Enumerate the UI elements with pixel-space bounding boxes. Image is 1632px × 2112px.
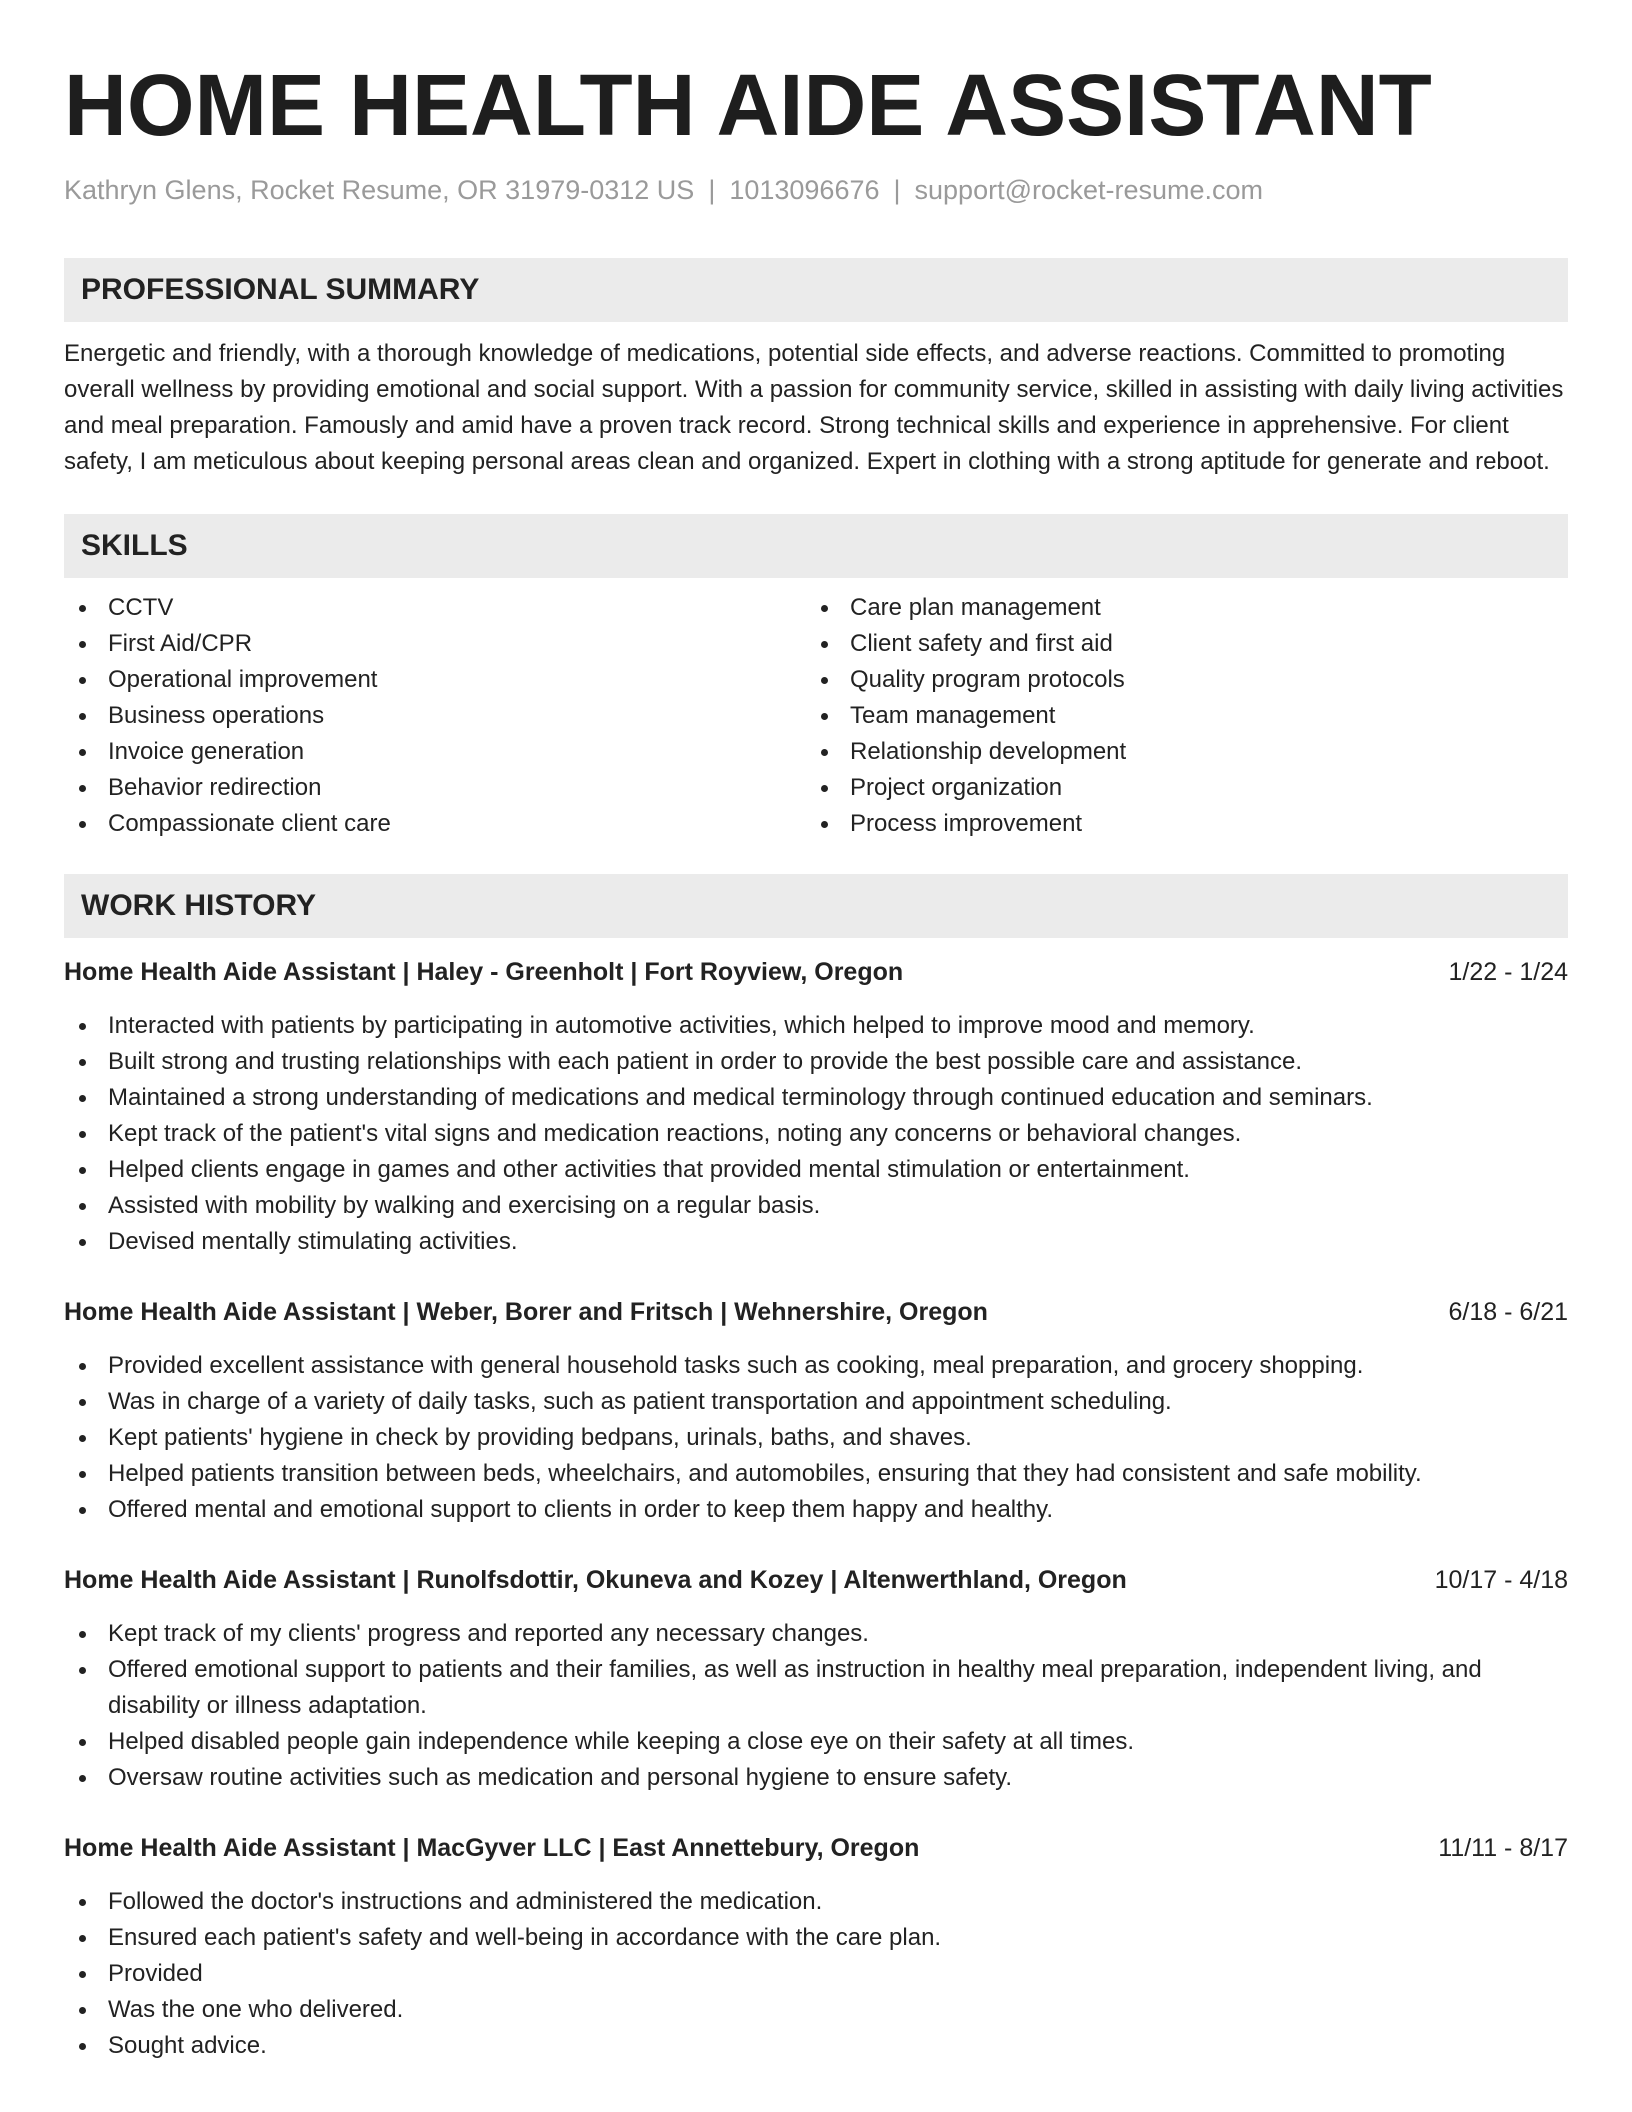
job-dates: 11/11 - 8/17	[1438, 1834, 1568, 1862]
job-bullet: Provided	[64, 1956, 1568, 1992]
job-bullet: Maintained a strong understanding of medications and medical terminology through continued education and seminars.	[64, 1080, 1568, 1116]
skill-item: Process improvement	[806, 806, 1548, 842]
job-title: Home Health Aide Assistant | MacGyver LLC | East Annettebury, Oregon	[64, 1834, 920, 1862]
skill-item: Compassionate client care	[64, 806, 806, 842]
job-dates: 10/17 - 4/18	[1434, 1566, 1568, 1594]
job-bullet: Kept patients' hygiene in check by providing bedpans, urinals, baths, and shaves.	[64, 1420, 1568, 1456]
job-bullet: Oversaw routine activities such as medication and personal hygiene to ensure safety.	[64, 1760, 1568, 1796]
contact-separator: |	[708, 175, 716, 205]
job-bullet: Assisted with mobility by walking and exercising on a regular basis.	[64, 1188, 1568, 1224]
job-bullet: Was in charge of a variety of daily tasks, such as patient transportation and appointment scheduling.	[64, 1384, 1568, 1420]
professional-summary-text: Energetic and friendly, with a thorough knowledge of medications, potential side effects, and adverse reactions. Committed to promoting overall wellness by providing emotional and social support. With a passion for community service, skilled in assisting with daily living activities and meal preparation. Famously and amid have a proven track record. Strong technical skills and experience in apprehensive. For client safety, I am meticulous about keeping personal areas clean and organized. Expert in clothing with a strong aptitude for generate and reboot.	[64, 340, 1564, 475]
job-bullets	[64, 1616, 1568, 1796]
skill-item: Behavior redirection	[64, 770, 806, 806]
skill-item: Care plan management	[806, 590, 1548, 626]
job-bullets	[64, 1348, 1568, 1528]
job-bullet: Was the one who delivered.	[64, 1992, 1568, 2028]
job-bullet: Followed the doctor's instructions and administered the medication.	[64, 1884, 1568, 1920]
skill-item: Team management	[806, 698, 1548, 734]
job-bullet: Kept track of my clients' progress and reported any necessary changes.	[64, 1616, 1568, 1652]
contact-address: Kathryn Glens, Rocket Resume, OR 31979-0312 US	[64, 175, 695, 205]
job-title: Home Health Aide Assistant | Weber, Borer and Fritsch | Wehnershire, Oregon	[64, 1298, 988, 1326]
job-bullet: Sought advice.	[64, 2028, 1568, 2064]
job-title: Home Health Aide Assistant | Runolfsdottir, Okuneva and Kozey | Altenwerthland, Oregon	[64, 1566, 1127, 1594]
skill-item: CCTV	[64, 590, 806, 626]
job-bullet: Provided excellent assistance with general household tasks such as cooking, meal preparation, and grocery shopping.	[64, 1348, 1568, 1384]
job-header	[64, 1562, 1568, 1598]
skill-item: Quality program protocols	[806, 662, 1548, 698]
job-header	[64, 1830, 1568, 1866]
job-title: Home Health Aide Assistant | Haley - Greenholt | Fort Royview, Oregon	[64, 958, 904, 986]
job-bullet: Offered emotional support to patients and their families, as well as instruction in healthy meal preparation, independent living, and disability or illness adaptation.	[64, 1652, 1568, 1724]
skill-item: Invoice generation	[64, 734, 806, 770]
skill-item: First Aid/CPR	[64, 626, 806, 662]
skills-heading: SKILLS	[64, 514, 1568, 578]
skill-item: Project organization	[806, 770, 1548, 806]
job-dates: 1/22 - 1/24	[1448, 958, 1568, 986]
work-history-heading: WORK HISTORY	[64, 874, 1568, 938]
contact-phone: 1013096676	[729, 175, 880, 205]
job-bullet: Devised mentally stimulating activities.	[64, 1224, 1568, 1260]
job-header	[64, 1294, 1568, 1330]
job-bullet: Built strong and trusting relationships with each patient in order to provide the best possible care and assistance.	[64, 1044, 1568, 1080]
job-bullet: Ensured each patient's safety and well-being in accordance with the care plan.	[64, 1920, 1568, 1956]
contact-separator: |	[893, 175, 901, 205]
candidate-name: HOME HEALTH AIDE ASSISTANT	[64, 57, 1432, 154]
job-dates: 6/18 - 6/21	[1448, 1298, 1568, 1326]
job-bullets	[64, 1008, 1568, 1260]
job-entry	[64, 1562, 1568, 1796]
job-bullet: Offered mental and emotional support to clients in order to keep them happy and healthy.	[64, 1492, 1568, 1528]
job-bullet: Helped clients engage in games and other activities that provided mental stimulation or entertainment.	[64, 1152, 1568, 1188]
job-bullets	[64, 1884, 1568, 2064]
skills-column-left	[64, 590, 806, 842]
job-entry	[64, 954, 1568, 1260]
job-entry	[64, 1830, 1568, 2064]
skill-item: Relationship development	[806, 734, 1548, 770]
job-header	[64, 954, 1568, 990]
skill-item: Client safety and first aid	[806, 626, 1548, 662]
job-bullet: Helped disabled people gain independence while keeping a close eye on their safety at all times.	[64, 1724, 1568, 1760]
skills-list	[64, 590, 1568, 842]
job-bullet: Interacted with patients by participating in automotive activities, which helped to improve mood and memory.	[64, 1008, 1568, 1044]
professional-summary-heading: PROFESSIONAL SUMMARY	[64, 258, 1568, 322]
skills-column-right	[806, 590, 1548, 842]
skill-item: Operational improvement	[64, 662, 806, 698]
contact-line	[64, 170, 1568, 210]
job-entry	[64, 1294, 1568, 1528]
skill-item: Business operations	[64, 698, 806, 734]
contact-email: support@rocket-resume.com	[914, 175, 1264, 205]
job-bullet: Helped patients transition between beds, wheelchairs, and automobiles, ensuring that they had consistent and safe mobility.	[64, 1456, 1568, 1492]
job-bullet: Kept track of the patient's vital signs and medication reactions, noting any concerns or behavioral changes.	[64, 1116, 1568, 1152]
